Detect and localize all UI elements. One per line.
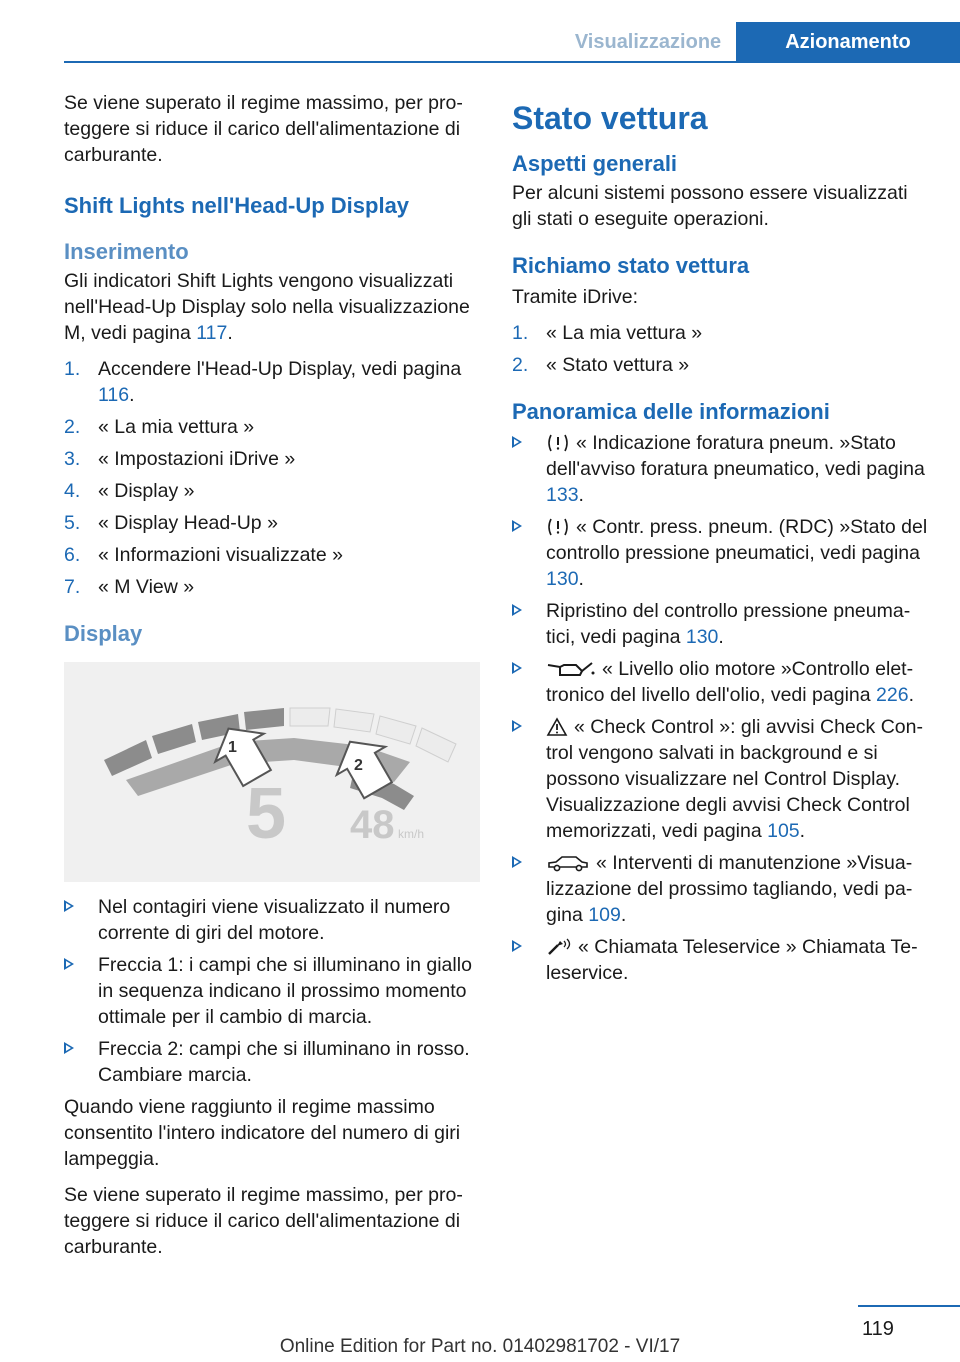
tab-azionamento[interactable]: Azionamento	[736, 22, 960, 63]
list-item: 3. « Impostazioni iDrive »	[64, 448, 296, 470]
list-item: « Chiamata Teleservice » Chiamata Teleservice.	[512, 934, 932, 986]
list-item: 2. « La mia vettura »	[64, 416, 255, 438]
heading-aspetti-generali: Aspetti generali	[512, 151, 678, 176]
list-item: 7. « M View »	[64, 576, 195, 598]
list-item: Freccia 2: campi che si illuminano in rosso. Cambiare marcia.	[64, 1036, 482, 1088]
bullet-triangle-icon	[64, 1042, 74, 1054]
page-link[interactable]: 109	[588, 904, 621, 926]
tab-visualizzazione[interactable]: Visualizzazione	[574, 31, 722, 53]
list-item: 4. « Display »	[64, 480, 195, 502]
bullet-triangle-icon	[512, 856, 522, 868]
speed-unit: km/h	[398, 827, 425, 841]
list-item: « Check Control »: gli avvisi Check Control vengono salvati in background e si possono visualizzare nel Control Display. Visualizzazione degli avvisi Check Control memorizzati, vedi pagina 105.	[512, 714, 932, 844]
warning-triangle-icon	[546, 717, 568, 737]
list-item: 6. « Informazioni visualizzate »	[64, 544, 343, 566]
bullet-triangle-icon	[512, 520, 522, 532]
bullet-triangle-icon	[64, 900, 74, 912]
heading-richiamo: Richiamo stato vettura	[512, 253, 750, 278]
heading-panoramica: Panoramica delle informazioni	[512, 399, 830, 424]
tire-warning-icon	[546, 517, 570, 537]
heading-shift-lights: Shift Lights nell'Head-Up Display	[64, 193, 410, 218]
left-bullets-list	[64, 894, 482, 1088]
tramite-paragraph: Tramite iDrive:	[512, 286, 639, 308]
left-column	[64, 90, 482, 1270]
page-link[interactable]: 116	[98, 384, 130, 406]
bullet-triangle-icon	[512, 662, 522, 674]
page-number: 119	[862, 1318, 894, 1340]
page-link[interactable]: 133	[546, 484, 579, 506]
heading-display: Display	[64, 621, 143, 646]
insert-paragraph: Gli indicatori Shift Lights vengono visualizzati nell'Head-Up Display solo nella visualizzazione M, vedi pagina 117.	[64, 270, 470, 344]
svg-text:2: 2	[354, 757, 363, 774]
list-item: 1. « La mia vettura »	[512, 322, 703, 344]
service-car-icon	[546, 853, 590, 873]
page-link[interactable]: 105	[767, 820, 800, 842]
gear-indicator: 5	[246, 774, 287, 854]
page-link[interactable]: 130	[546, 568, 579, 590]
list-item: « Interventi di manutenzione »Visualizzazione del prossimo tagliando, vedi pagina 109.	[512, 850, 932, 928]
bullet-triangle-icon	[512, 436, 522, 448]
bullet-triangle-icon	[64, 958, 74, 970]
heading-inserimento: Inserimento	[64, 239, 189, 264]
bullet-triangle-icon	[512, 940, 522, 952]
list-item: « Indicazione foratura pneum. »Stato dell'avviso foratura pneumatico, vedi pagina 133.	[512, 430, 932, 508]
page-link[interactable]: 226	[876, 684, 909, 706]
heading-stato-vettura: Stato vettura	[512, 100, 708, 136]
page-link[interactable]: 130	[685, 626, 719, 648]
list-item: 2. « Stato vettura »	[512, 354, 690, 376]
speed-value: 48	[350, 803, 395, 847]
list-item: Ripristino del controllo pressione pneumatici, vedi pagina 130.	[512, 598, 932, 650]
bullet-triangle-icon	[512, 720, 522, 732]
oil-can-icon	[546, 659, 596, 679]
list-item: « Contr. press. pneum. (RDC) »Stato del controllo pressione pneumatici, vedi pagina 130.	[512, 514, 932, 592]
list-item: Freccia 1: i campi che si illuminano in giallo in sequenza indicano il prossimo momento ottimale per il cambio di marcia.	[64, 952, 482, 1030]
intro-paragraph: Se viene superato il regime massimo, per proteggere si riduce il carico dell'alimentazione di carburante.	[64, 92, 463, 166]
aspetti-paragraph: Per alcuni sistemi possono essere visualizzati gli stati o eseguite operazioni.	[512, 182, 908, 230]
list-item: 1. Accendere l'Head-Up Display, vedi pagina 116.	[64, 358, 462, 406]
wrench-call-icon	[546, 937, 572, 957]
edition-footer: Online Edition for Part no. 01402981702 - VI/17	[279, 1336, 681, 1357]
list-item: Nel contagiri viene visualizzato il numero corrente di giri del motore.	[64, 894, 482, 946]
page-link[interactable]: 117	[196, 322, 228, 344]
right-steps-list	[512, 320, 932, 378]
footer-rule	[858, 1305, 960, 1307]
info-list	[512, 430, 932, 986]
list-item: 5. « Display Head-Up »	[64, 512, 278, 534]
right-column	[512, 90, 932, 992]
svg-text:1: 1	[228, 739, 237, 756]
bullet-triangle-icon	[512, 604, 522, 616]
quando-paragraph: Quando viene raggiunto il regime massimo consentito l'intero indicatore del numero di giri lampeggia.	[64, 1096, 461, 1170]
left-steps-list	[64, 356, 482, 600]
outro-paragraph: Se viene superato il regime massimo, per proteggere si riduce il carico dell'alimentazione di carburante.	[64, 1184, 463, 1258]
shift-lights-figure	[64, 662, 480, 882]
tire-warning-icon	[546, 433, 570, 453]
list-item: « Livello olio motore »Controllo elettronico del livello dell'olio, vedi pagina 226.	[512, 656, 932, 708]
